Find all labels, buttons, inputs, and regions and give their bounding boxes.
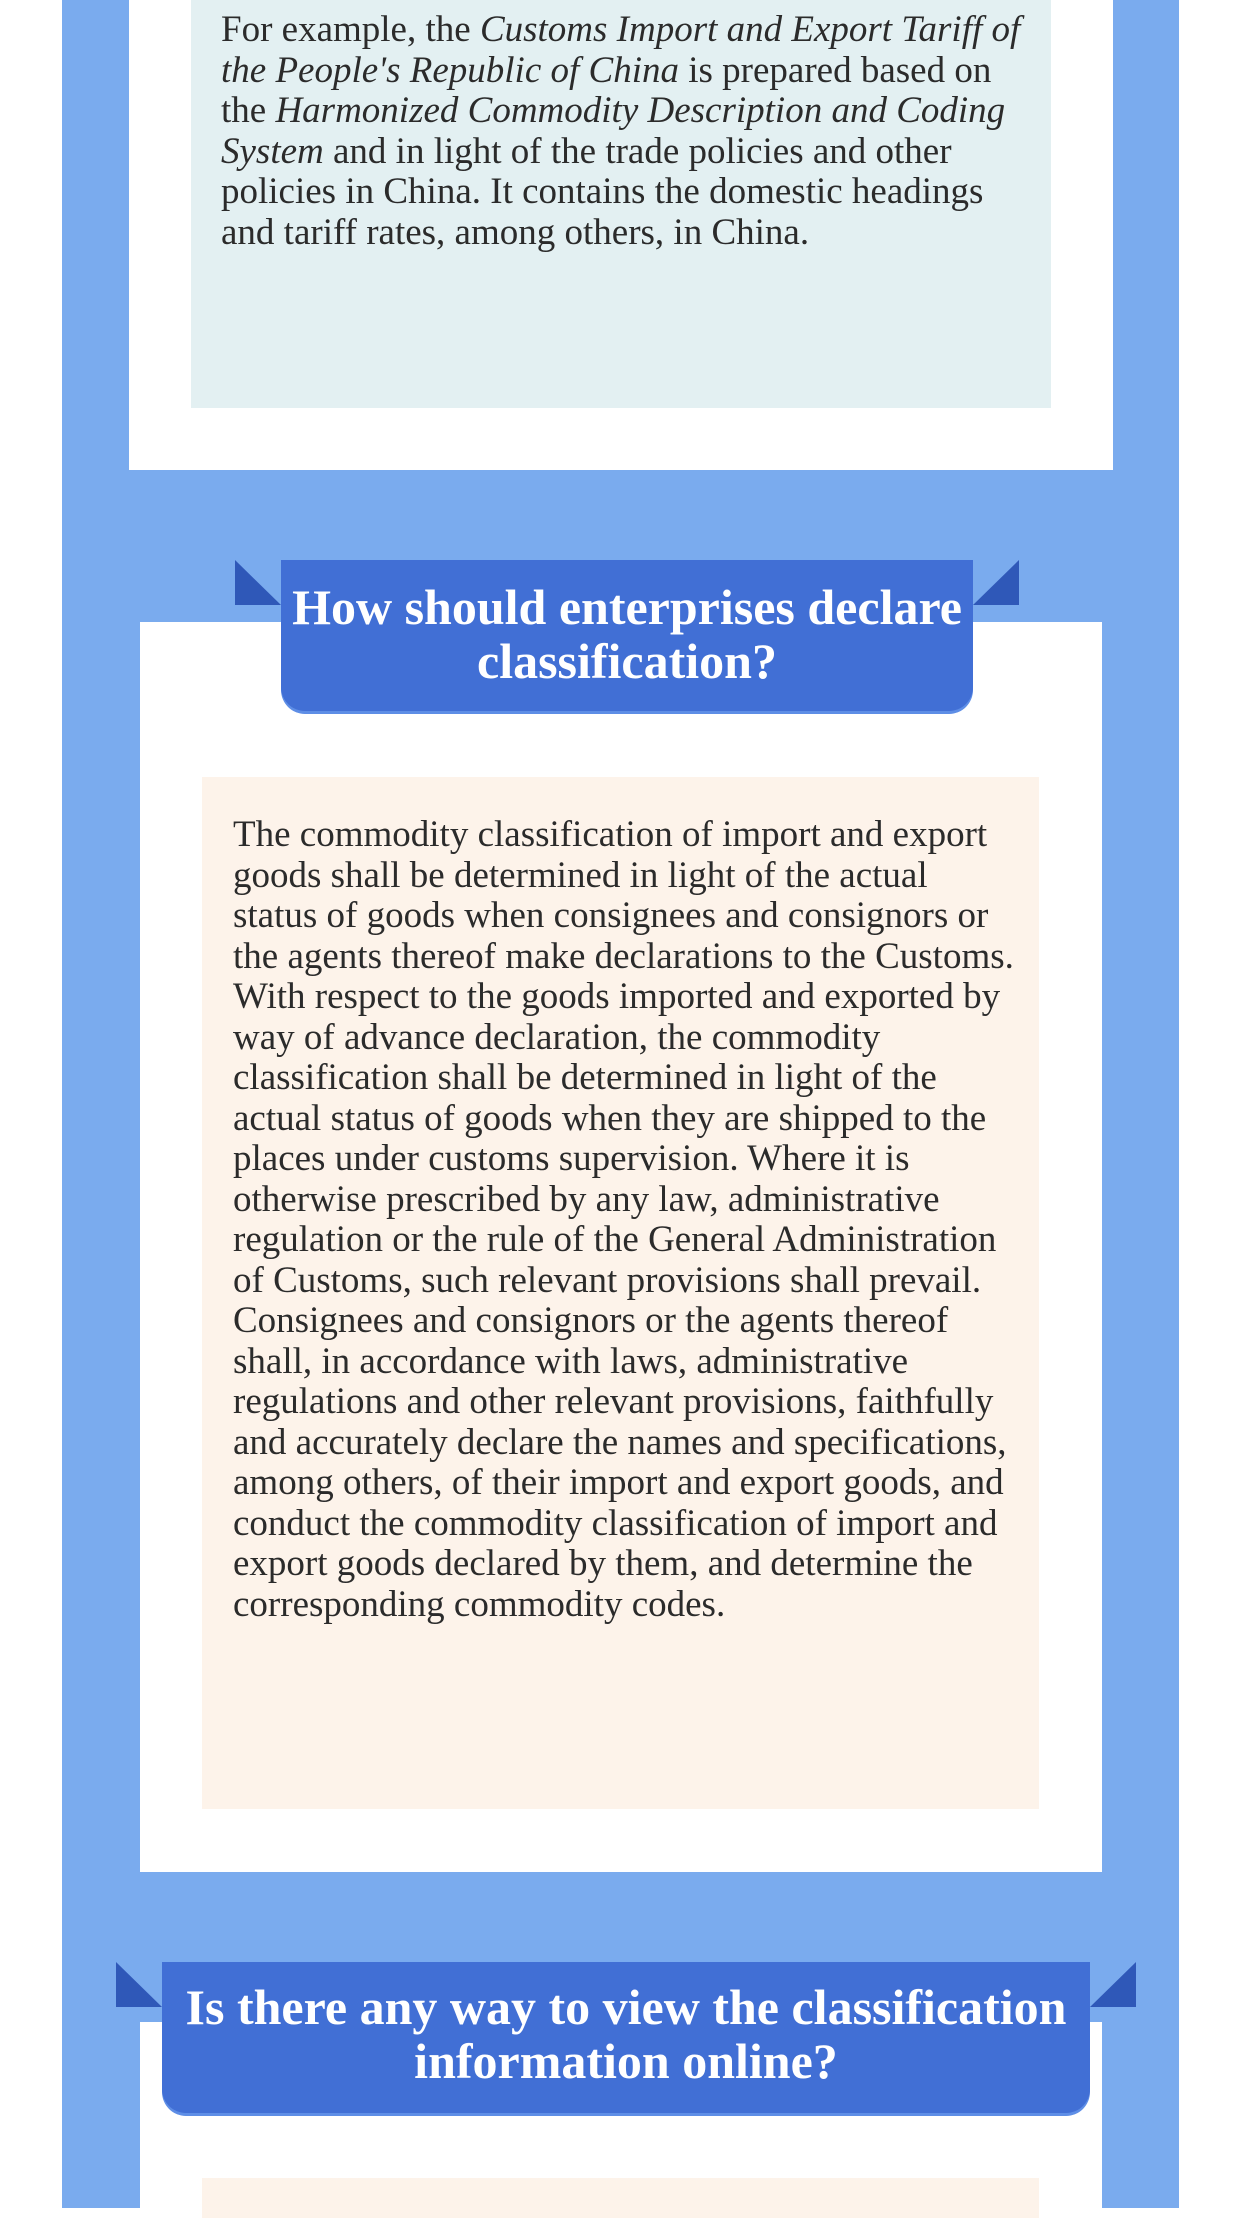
declare-paragraph-1: The commodity classification of import and export goods shall be determined in light of the actual status of goods when consignees and consignors or the agents thereof make declarations to the Customs. With respect to the goods imported and exported by way of advance declaration, the commodity classification shall be determined in light of the actual status of goods when they are shipped to the places under customs supervision. Where it is otherwise prescribed by any law, administrative regulation or the rule of the General Administration of Customs, such relevant provisions shall prevail. <box>233 814 1014 1301</box>
banner-fold-right <box>1090 1962 1136 2007</box>
section-title: Is there any way to view the classification information online? <box>185 1979 1067 2089</box>
text-run: For example, the <box>221 9 480 50</box>
tariff-title-italic: Customs Import and Export Tariff of the People's Republic of China <box>221 9 1021 91</box>
section-title: How should enterprises declare classification? <box>292 579 962 689</box>
banner-fold-left <box>116 1962 162 2007</box>
banner-fold-right <box>973 560 1019 605</box>
text-run: and in light of the trade policies and other policies in China. It contains the domestic headings and tariff rates, among others, in China. <box>221 130 984 253</box>
online-text-panel <box>202 2178 1039 2218</box>
text-run: is prepared based on the <box>221 49 992 131</box>
declare-paragraph-2: Consignees and consignors or the agents thereof shall, in accordance with laws, administrative regulations and other relevant provisions, faithfully and accurately declare the names and specifications, among others, of their import and export goods, and conduct the commodity classification of import and export goods declared by them, and determine the corresponding commodity codes. <box>233 1300 1007 1625</box>
tariff-example-panel <box>191 0 1051 408</box>
section-title-banner <box>281 560 973 711</box>
banner-fold-left <box>235 560 281 605</box>
declare-text-panel <box>202 777 1039 1809</box>
tariff-example-text <box>221 10 1023 253</box>
section-title-banner <box>162 1962 1090 2113</box>
hs-system-italic: Harmonized Commodity Description and Coding System <box>221 90 1006 172</box>
